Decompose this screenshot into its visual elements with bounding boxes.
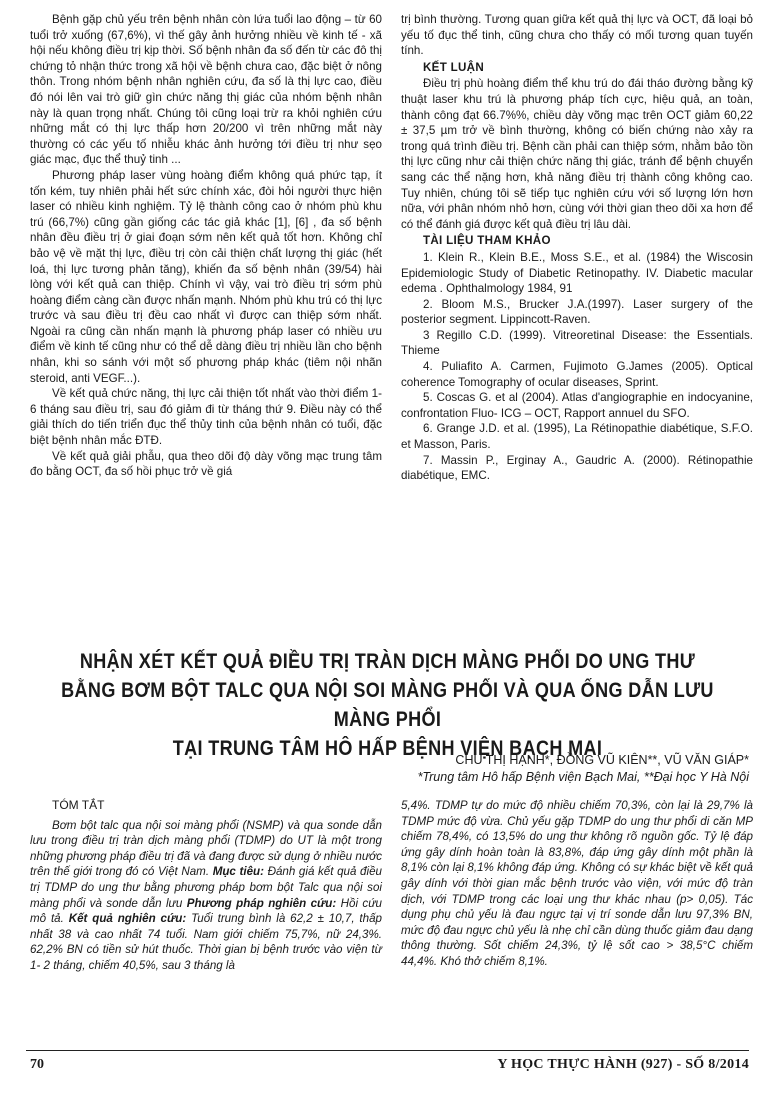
paragraph: Về kết quả chức năng, thị lực cải thiện tốt nhất vào thời điểm 1- 6 tháng sau điều trị, sau đó giảm đi từ tháng thứ 9. Điều này có thể giải thích do tiến triển đục thể thủy tinh của bệnh nhân có tuổi, đặc biệt bệnh nhân mắc ĐTĐ. — [30, 387, 382, 448]
page-number: 70 — [30, 1057, 44, 1072]
reference-item: 5. Coscas G. et al (2004). Atlas d'angiographie en indocyanine, confrontation Fluo- ICG – OCT, Rapport annuel du SFO. — [401, 391, 753, 420]
reference-item: 4. Puliafito A. Carmen, Fujimoto G.James (2005). Optical coherence Tomography of ocular diseases, Sprint. — [401, 360, 753, 389]
paragraph: trị bình thường. Tương quan giữa kết quả thị lực và OCT, đã loại bỏ yếu tố đục thể tinh, cũng chưa cho thấy có mối tương quan tuyến tính. — [401, 13, 753, 58]
paragraph: Về kết quả giải phẫu, qua theo dõi độ dày võng mạc trung tâm đo bằng OCT, đa số hồi phục trở về giá — [30, 449, 382, 479]
reference-item: 2. Bloom M.S., Brucker J.A.(1997). Laser surgery of the posterior segment. Lippincott-Raven. — [401, 297, 753, 327]
author-names: CHU THỊ HẠNH*, ĐỒNG VŨ KIÊN**, VŨ VĂN GIÁP* — [455, 753, 749, 767]
method-label: Phương pháp nghiên cứu: — [186, 896, 337, 910]
title-line: NHẬN XÉT KẾT QUẢ ĐIỀU TRỊ TRÀN DỊCH MÀNG PHỔI DO UNG THƯ — [79, 650, 696, 673]
results-label: Kết quả nghiên cứu: — [68, 912, 187, 926]
references-heading: TÀI LIỆU THAM KHẢO — [423, 234, 551, 248]
abstract-paragraph — [30, 818, 382, 974]
footer-divider — [26, 1050, 749, 1051]
title-line: BẰNG BƠM BỘT TALC QUA NỘI SOI MÀNG PHỔI VÀ QUA ỐNG DẪN LƯU MÀNG PHỔI — [61, 679, 714, 731]
method-text: Hồi cứu mô tả. — [30, 896, 382, 926]
abstract-heading: TÓM TẮT — [52, 798, 105, 812]
reference-item: 7. Massin P., Erginay A., Gaudric A. (2000). Rétinopathie diabétique, EMC. — [401, 453, 753, 483]
paragraph: Phương pháp laser vùng hoàng điểm không quá phức tạp, ít tốn kém, tuy nhiên phải hết sức chính xác, đòi hỏi người thực hiện laser có nhiều kinh nghiệm. Tỷ lệ thành công cao ở nhóm phù khu trú (66,7%) cũng gần giống các tác giả khác [1], [6] , đa số bệnh nhân đều điều trị ở giai đoạn sớm nên kết quả tốt hơn. Không chỉ bảo vệ về mặt thị lực, điều trị còn cải thiện chất lượng thị giác (hết loá, thị lực tương phản tăng), khiến đa số bệnh nhân (39/54) hài lòng với kết quả can thiệp. Chính vì vậy, vai trò điều trị sớm phù hoàng điểm càng cần được nhấn mạnh. Nhóm phù khu trú có thị lực trước và sau điều trị đều cao nhất vì được can thiệp sớm nhất. Ngoài ra cũng cần nhấn mạnh là phương pháp laser có nhiều ưu điểm về kinh tế cũng như có thể dễ dàng điều trị nhiều lần cho bệnh nhân, khi so sánh với một số phương pháp khác (tiêm nội nhãn steroid, anti VEGF...). — [30, 168, 382, 385]
abstract-right-column — [401, 798, 753, 970]
author-affiliation: *Trung tâm Hô hấp Bệnh viện Bạch Mai, **Đại học Y Hà Nội — [417, 770, 749, 784]
paragraph: Bệnh gặp chủ yếu trên bệnh nhân còn lứa tuổi lao động – từ 60 tuổi trở xuống (67,6%), vì thế gây ảnh hưởng nhiều về kinh tế - xã hội nếu không điều trị kịp thời. Số bệnh nhân đa số đến từ các đô thị chứng tỏ nhận thức trong xã hội về bệnh chưa cao, đặc biệt ở nông thôn. Trong nhóm bệnh nhân nghiên cứu, đa số là thị lực cao, điều đó nói lên vai trò giữ gìn chức năng thị giác của nhóm bệnh nhân này là quan trọng nhất. Chúng tôi cũng loại trừ ra khỏi nghiên cứu những mắt có thị lực thấp hơn 20/200 vì trên những mắt này thường có các yếu tố nhiễu khác ảnh hưởng tới điều trị như sẹo giác mạc, đục thể thuỷ tinh ... — [30, 13, 382, 167]
author-block — [418, 752, 749, 786]
reference-item: 6. Grange J.D. et al. (1995), La Rétinopathie diabétique, S.F.O. et Masson, Paris. — [401, 422, 753, 452]
conclusion-heading: KẾT LUẬN — [423, 60, 485, 74]
abstract-continuation: 5,4%. TDMP tự do mức độ nhiều chiếm 70,3%, còn lại là 29,7% là TDMP mức độ vừa. Chủ yếu gặp TDMP do ung thư phổi di căn MP chiếm 78,4%, có 13,5% do ung thư không rõ nguồn gốc. Tỷ lệ đáp ứng gây dính hoàn toàn là 83,8%, đáp ứng gây dính một phần là 8,1% còn lại 8,1% không đáp ứng. Không có sự khác biệt về kết quả gây dính với thời gian mắc bệnh trước vào viện, với mức độ tràn dịch, với TDMP trong các loại ung thư khác nhau (p> 0,05). Tác dụng phụ chủ yếu là đau ngực tại vị trí sonde dẫn lưu 97,3% BN, mức độ đau ngực chủ yếu là nhẹ chỉ cần dùng thuốc giảm đau dạng thông thường. Sốt chiếm 24,3%, tỷ lệ sốt cao > 38,5°C chiếm 44,4%. Khó thở chiếm 8,1%. — [401, 799, 753, 968]
reference-item: 3 Regillo C.D. (1999). Vitreoretinal Disease: the Essentials. Thieme — [401, 328, 753, 358]
results-text: Tuổi trung bình là 62,2 ± 10,7, thấp nhất 38 và cao nhất 74 tuổi. Nam giới chiếm 75,7%, nữ 24,3%. 62,2% BN có tiền sử hút thuốc. Thời gian bị bệnh trước vào viện từ 1- 2 tháng, chiếm 40,5%, sau 3 tháng là — [30, 912, 382, 972]
journal-footer: Y HỌC THỰC HÀNH (927) - SỐ 8/2014 — [497, 1057, 749, 1072]
abstract-left-column — [30, 798, 382, 974]
objective-text: Đánh giá kết quả điều trị TDMP do ung thư bằng phương pháp bơm bột Talc qua nội soi màng phổi và sonde dẫn lưu — [30, 865, 382, 910]
title-line: TẠI TRUNG TÂM HÔ HẤP BỆNH VIỆN BẠCH MAI — [172, 737, 603, 760]
reference-item: 1. Klein R., Klein B.E., Moss S.E., et al. (1984) the Wiscosin Epidemiologic Study of Diabetic Retinopathy. IV. Diabetic macular edema . Ophthalmology 1984, 91 — [401, 250, 753, 296]
objective-label: Mục tiêu: — [212, 865, 264, 879]
article-title — [0, 647, 775, 763]
top-left-column — [30, 12, 382, 480]
abstract-intro: Bơm bột talc qua nội soi màng phổi (NSMP) và qua sonde dẫn lưu trong điều trị tràn dịch màng phổi (TDMP) do UT là một trong những phương pháp điều trị đã và đang được sử dụng ở nhiều nước trên thế giới trong đó có Việt Nam. — [30, 818, 382, 879]
conclusion-paragraph: Điều trị phù hoàng điểm thể khu trú do đái tháo đường bằng kỹ thuật laser khu trú là phương pháp tích cực, hiệu quả, an toàn, thành công đạt 66.7%%, chiều dày võng mạc trên OCT giảm 60,22 ± 37,5 µm trở về bình thường, không có biến chứng nào xảy ra trong quá trình điều trị. Bệnh cần phải can thiệp sớm, nhằm bảo tồn thị lực cũng như cải thiện chức năng thị giác, tránh để bệnh chuyển sang các thể nặng hơn, khả năng điều trị thành công không cao. Tuy nhiên, chúng tôi sẽ tiếp tục nghiên cứu với số lượng lớn hơn nữa, với phân nhóm nhỏ hơn, cùng với thời gian theo dõi xa hơn để có thể đánh giá được kết quả điều trị lâu dài. — [401, 77, 753, 231]
top-right-column — [401, 12, 753, 484]
